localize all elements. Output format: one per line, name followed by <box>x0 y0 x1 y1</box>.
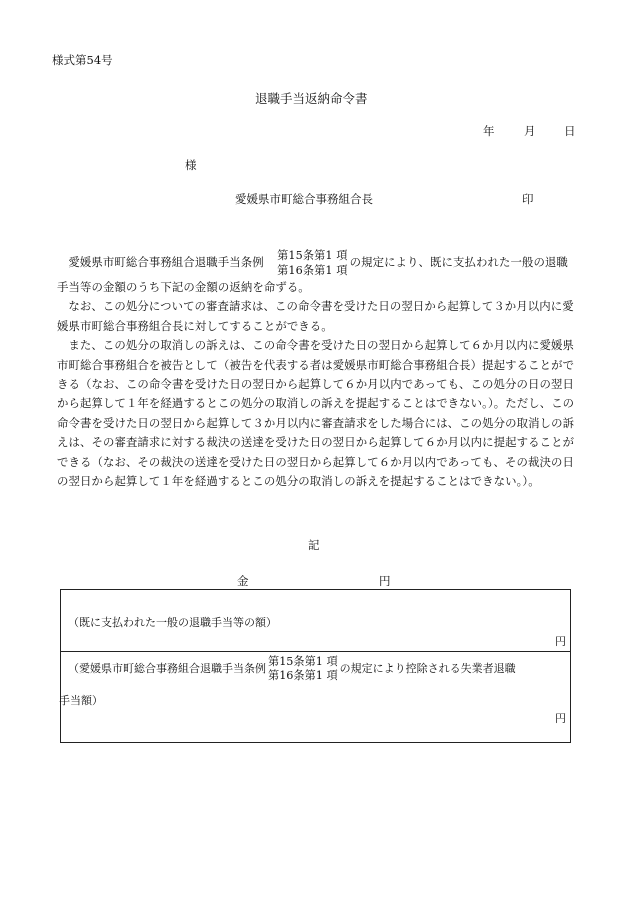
row-2-line-2: 手当額） <box>59 694 103 707</box>
row-2-suffix: の規定により控除される失業者退職 <box>339 662 516 675</box>
ordinance-name: 愛媛県市町総合事務組合退職手当条例 <box>68 255 264 269</box>
paragraph-2: なお、この処分についての審査請求は、この命令書を受けた日の翌日から起算して３か月以内に愛媛県市町総合事務組合長に対してすることができる。 <box>57 299 574 333</box>
amount-breakdown-table <box>60 589 571 743</box>
paragraph-1-suffix: の規定により、既に支払われた一般の退職 <box>349 255 568 269</box>
row-1-unit: 円 <box>555 635 566 648</box>
article-16: 第16条第1 項 <box>277 264 348 277</box>
paragraph-1 <box>57 246 577 278</box>
amount-unit: 円 <box>379 574 391 588</box>
date-month-label: 月 <box>524 124 536 138</box>
document-title: 退職手当返納命令書 <box>255 91 368 106</box>
seal-mark: 印 <box>522 192 534 206</box>
row-2-article-15: 第15条第1 項 <box>268 655 338 668</box>
article-15: 第15条第1 項 <box>277 249 348 262</box>
article-choice <box>266 248 348 278</box>
row-2-line-1 <box>68 654 516 684</box>
row-divider <box>61 651 570 652</box>
row-2-article-16: 第16条第1 項 <box>268 669 338 682</box>
form-number: 様式第54号 <box>52 53 113 67</box>
amount-label: 金 <box>237 574 249 588</box>
date-year-label: 年 <box>483 124 495 138</box>
date-day-label: 日 <box>564 124 576 138</box>
row-2-ordinance: （愛媛県市町総合事務組合退職手当条例 <box>68 662 266 675</box>
body-text <box>57 246 577 491</box>
ki-heading: 記 <box>308 538 320 552</box>
addressee-suffix: 様 <box>185 158 197 172</box>
paragraph-3: また、この処分の取消しの訴えは、この命令書を受けた日の翌日から起算して６か月以内に愛媛県市町総合事務組合を被告として（被告を代表する者は愛媛県市町総合事務組合長）提起することができる（なお、この命令書を受けた日の翌日から起算して６か月以内であっても、この処分の日の翌日から起算して１年を経過するとこの処分の取消しの訴えを提起することはできない。）。ただし、この命令書を受けた日の翌日から起算して３か月以内に審査請求をした場合には、この処分の取消しの訴えは、その審査請求に対する裁決の送達を受けた日の翌日から起算して６か月以内に提起することができる（なお、その裁決の送達を受けた日の翌日から起算して６か月以内であっても、その裁決の日の翌日から起算して１年を経過するとこの処分の取消しの訴えを提起することはできない。）。 <box>57 338 575 489</box>
row-2-article-choice <box>268 655 338 683</box>
issuer-name: 愛媛県市町総合事務組合長 <box>235 192 373 206</box>
row-1-label: （既に支払われた一般の退職手当等の額） <box>68 616 277 629</box>
paragraph-1-line-2: 手当等の金額のうち下記の金額の返納を命ずる。 <box>57 280 310 294</box>
row-2-unit: 円 <box>555 712 566 725</box>
